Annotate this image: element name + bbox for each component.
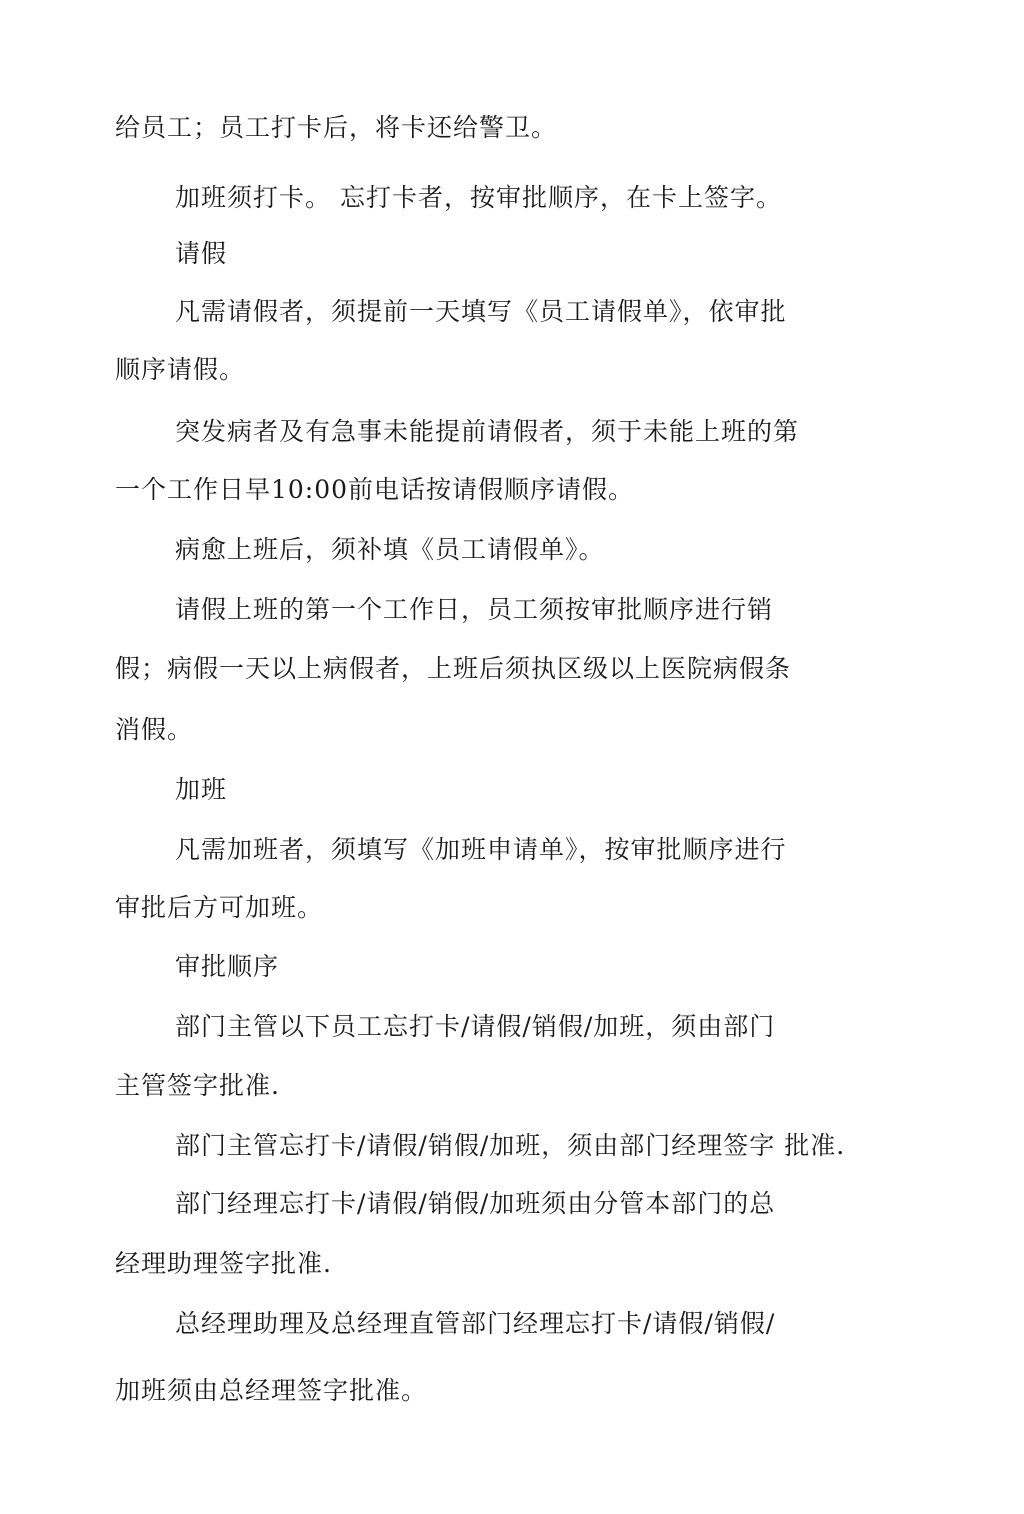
body-text-line: 请假上班的第一个工作日，员工须按审批顺序进行销: [175, 595, 774, 624]
body-text-line: 总经理助理及总经理直管部门经理忘打卡/请假/销假/: [175, 1309, 776, 1338]
body-text-line: 消假。: [115, 715, 194, 744]
body-text-line: 部门经理忘打卡/请假/销假/加班须由分管本部门的总: [175, 1189, 776, 1218]
body-text-line: 给员工；员工打卡后，将卡还给警卫。: [115, 113, 558, 142]
section-heading-overtime: 加班: [175, 775, 228, 804]
body-text-line: 一个工作日早10:00前电话按请假顺序请假。: [115, 475, 635, 504]
body-text-line: 加班须打卡。 忘打卡者，按审批顺序，在卡上签字。: [175, 183, 782, 212]
body-text-line: 凡需加班者，须填写《加班申请单》，按审批顺序进行: [175, 835, 787, 864]
body-text-line: 病愈上班后，须补填《员工请假单》。: [175, 535, 605, 564]
body-text-line: 主管签字批准.: [115, 1071, 280, 1100]
body-text-line: 部门主管忘打卡/请假/销假/加班，须由部门经理签字 批准.: [175, 1131, 846, 1160]
section-heading-approval-order: 审批顺序: [175, 952, 280, 981]
section-heading-leave: 请假: [175, 239, 228, 268]
body-text-line: 凡需请假者，须提前一天填写《员工请假单》，依审批: [175, 297, 787, 326]
body-text-line: 加班须由总经理签字批准。: [115, 1376, 428, 1405]
body-text-line: 假；病假一天以上病假者，上班后须执区级以上医院病假条: [115, 654, 792, 683]
body-text-line: 顺序请假。: [115, 355, 246, 384]
body-text-line: 审批后方可加班。: [115, 893, 324, 922]
body-text-line: 突发病者及有急事未能提前请假者，须于未能上班的第: [175, 417, 800, 446]
body-text-line: 部门主管以下员工忘打卡/请假/销假/加班，须由部门: [175, 1012, 776, 1041]
body-text-line: 经理助理签字批准.: [115, 1249, 332, 1278]
